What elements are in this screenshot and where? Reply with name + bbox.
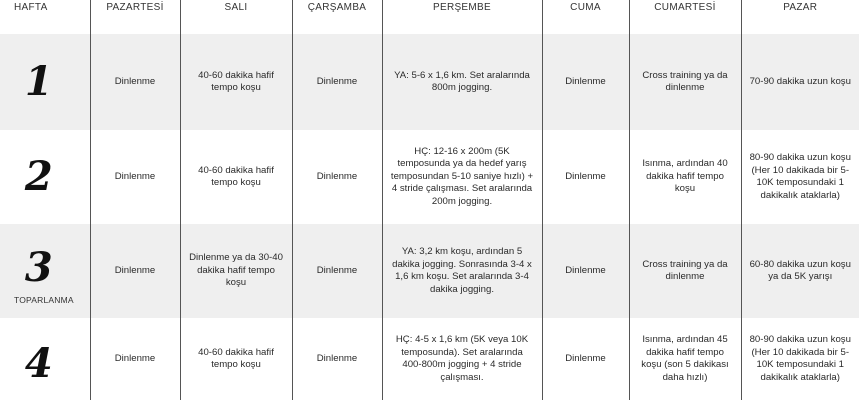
- week-number: 4: [24, 339, 53, 387]
- day-cell-sunday: 60-80 dakika uzun koşu ya da 5K yarışı: [741, 224, 859, 318]
- week-note-recovery: TOPARLANMA: [14, 294, 74, 305]
- day-cell-thursday: HÇ: 4-5 x 1,6 km (5K veya 10K temposunda). Set aralarında 400-800m jogging + 4 stride çalışması.: [382, 318, 542, 400]
- day-cell-monday: Dinlenme: [90, 34, 180, 130]
- day-cell-tuesday: 40-60 dakika hafif tempo koşu: [180, 318, 292, 400]
- day-cell-wednesday: Dinlenme: [292, 224, 382, 318]
- header-thursday: PERŞEMBE: [382, 0, 542, 34]
- day-cell-friday: Dinlenme: [542, 318, 629, 400]
- day-cell-saturday: Cross training ya da dinlenme: [629, 34, 741, 130]
- day-cell-monday: Dinlenme: [90, 318, 180, 400]
- day-cell-sunday: 80-90 dakika uzun koşu (Her 10 dakikada bir 5-10K temposundaki 1 dakikalık ataklarla): [741, 130, 859, 224]
- header-sunday: PAZAR: [741, 0, 859, 34]
- week-cell: [0, 34, 90, 130]
- week-number: 3: [24, 243, 53, 291]
- day-cell-thursday: HÇ: 12-16 x 200m (5K temposunda ya da hedef yarış temposundan 5-10 saniye hızlı) + 4 stride çalışması. Set aralarında 200m jogging.: [382, 130, 542, 224]
- day-cell-wednesday: Dinlenme: [292, 318, 382, 400]
- week-cell: [0, 318, 90, 400]
- day-cell-saturday: Cross training ya da dinlenme: [629, 224, 741, 318]
- header-monday: PAZARTESİ: [90, 0, 180, 34]
- day-cell-monday: Dinlenme: [90, 130, 180, 224]
- header-friday: CUMA: [542, 0, 629, 34]
- week-number: 1: [24, 57, 53, 105]
- week-row-1: [0, 34, 859, 130]
- week-row-3: [0, 224, 859, 318]
- day-cell-friday: Dinlenme: [542, 34, 629, 130]
- day-cell-wednesday: Dinlenme: [292, 130, 382, 224]
- day-cell-saturday: Isınma, ardından 40 dakika hafif tempo koşu: [629, 130, 741, 224]
- header-wednesday: ÇARŞAMBA: [292, 0, 382, 34]
- week-cell: [0, 224, 90, 318]
- day-cell-friday: Dinlenme: [542, 130, 629, 224]
- header-tuesday: SALI: [180, 0, 292, 34]
- week-row-4: [0, 318, 859, 400]
- day-cell-wednesday: Dinlenme: [292, 34, 382, 130]
- header-week: HAFTA: [0, 0, 90, 34]
- day-cell-sunday: 80-90 dakika uzun koşu (Her 10 dakikada bir 5-10K temposundaki 1 dakikalık ataklarla): [741, 318, 859, 400]
- day-cell-thursday: YA: 3,2 km koşu, ardından 5 dakika jogging. Sonrasında 3-4 x 1,6 km koşu. Set aralarında 3-4 dakika jogging.: [382, 224, 542, 318]
- day-cell-tuesday: 40-60 dakika hafif tempo koşu: [180, 130, 292, 224]
- day-cell-saturday: Isınma, ardından 45 dakika hafif tempo koşu (son 5 dakikası daha hızlı): [629, 318, 741, 400]
- week-row-2: [0, 130, 859, 224]
- day-cell-sunday: 70-90 dakika uzun koşu: [741, 34, 859, 130]
- week-number: 2: [24, 152, 53, 200]
- day-cell-friday: Dinlenme: [542, 224, 629, 318]
- day-cell-tuesday: Dinlenme ya da 30-40 dakika hafif tempo koşu: [180, 224, 292, 318]
- header-row: [0, 0, 859, 34]
- day-cell-tuesday: 40-60 dakika hafif tempo koşu: [180, 34, 292, 130]
- day-cell-monday: Dinlenme: [90, 224, 180, 318]
- week-cell: [0, 130, 90, 224]
- day-cell-thursday: YA: 5-6 x 1,6 km. Set aralarında 800m jogging.: [382, 34, 542, 130]
- header-saturday: CUMARTESİ: [629, 0, 741, 34]
